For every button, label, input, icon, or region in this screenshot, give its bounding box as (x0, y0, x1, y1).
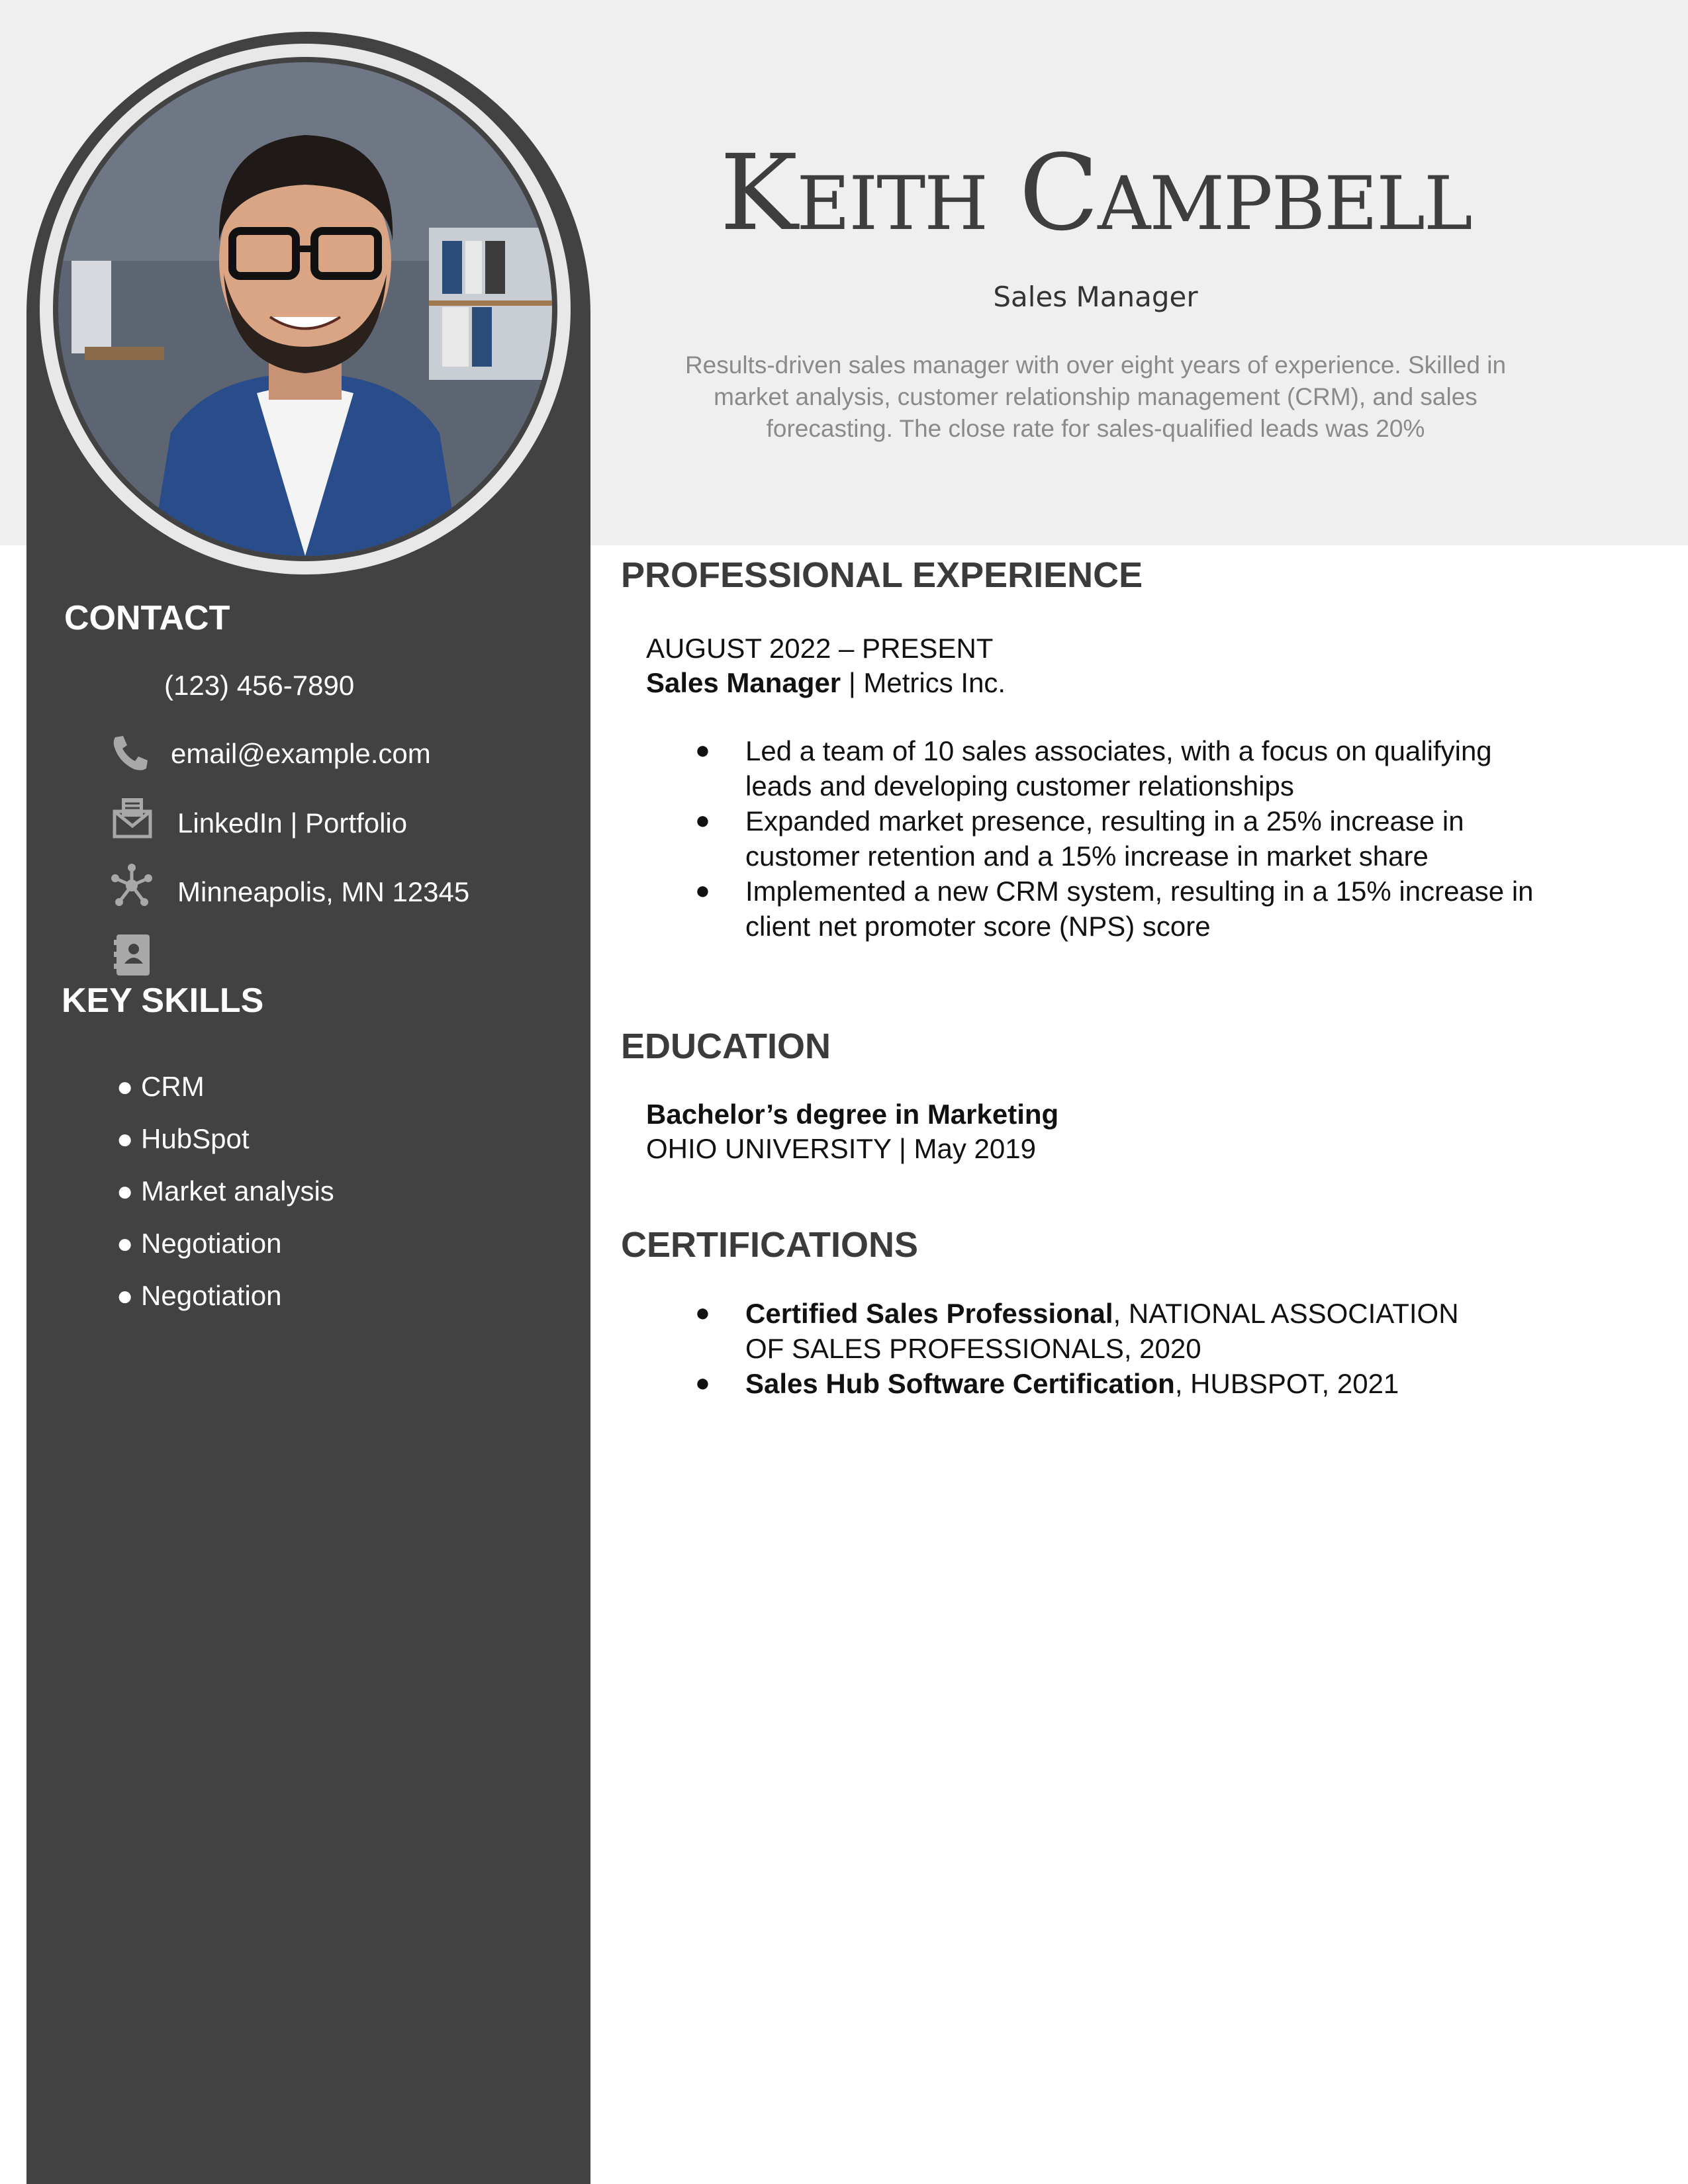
skill-item: ● Negotiation (117, 1228, 282, 1259)
contact-location: Minneapolis, MN 12345 (177, 876, 470, 907)
skill-item: ● HubSpot (117, 1123, 250, 1154)
education-heading: EDUCATION (621, 1026, 831, 1066)
contact-card-icon (114, 933, 154, 973)
experience-dates: AUGUST 2022 – PRESENT (646, 633, 994, 664)
education-degree: Bachelor’s degree in Marketing (646, 1099, 1059, 1130)
contact-phone: (123) 456-7890 (164, 670, 355, 701)
experience-role-line: Sales Manager | Metrics Inc. (646, 667, 1006, 698)
experience-role: Sales Manager (646, 667, 841, 698)
contact-heading: CONTACT (64, 599, 230, 637)
experience-bullets (695, 733, 1556, 944)
list-item: ● Expanded market presence, resulting in a 25% increase in customer retention and a 15% increase in market share (695, 805, 1464, 872)
skill-item: ● Negotiation (117, 1280, 282, 1311)
avatar (58, 62, 552, 556)
network-icon (110, 864, 150, 903)
candidate-name: Keith Campbell (720, 132, 1472, 254)
key-skills-heading: KEY SKILLS (62, 981, 264, 1020)
summary: Results-driven sales manager with over eight years of experience. Skilled in market analysis, customer relationship management (CRM), and sales forecasting. The close rate for sales-qualified leads was 20% (684, 351, 1507, 442)
envelope-icon (113, 796, 152, 835)
contact-email[interactable]: email@example.com (171, 738, 431, 769)
certifications-list (695, 1296, 1476, 1401)
experience-heading: PROFESSIONAL EXPERIENCE (621, 555, 1143, 595)
list-item: ● Implemented a new CRM system, resulting in a 15% increase in client net promoter score (NPS) score (695, 876, 1534, 942)
skill-item: ● Market analysis (117, 1175, 334, 1206)
list-item: ● Certified Sales Professional, NATIONAL ASSOCIATION OF SALES PROFESSIONALS, 2020 (695, 1298, 1459, 1364)
list-item: ● Led a team of 10 sales associates, with a focus on qualifying leads and developing customer relationships (695, 735, 1492, 801)
certifications-heading: CERTIFICATIONS (621, 1225, 918, 1265)
job-title: Sales Manager (993, 281, 1198, 313)
skill-item: ● CRM (117, 1071, 205, 1102)
phone-icon (110, 733, 150, 773)
contact-links[interactable]: LinkedIn | Portfolio (177, 807, 408, 839)
experience-company: Metrics Inc. (863, 667, 1006, 698)
photo-frame (53, 57, 557, 561)
list-item: ● Sales Hub Software Certification, HUBSPOT, 2021 (695, 1368, 1399, 1399)
education-school: OHIO UNIVERSITY | May 2019 (646, 1133, 1036, 1164)
